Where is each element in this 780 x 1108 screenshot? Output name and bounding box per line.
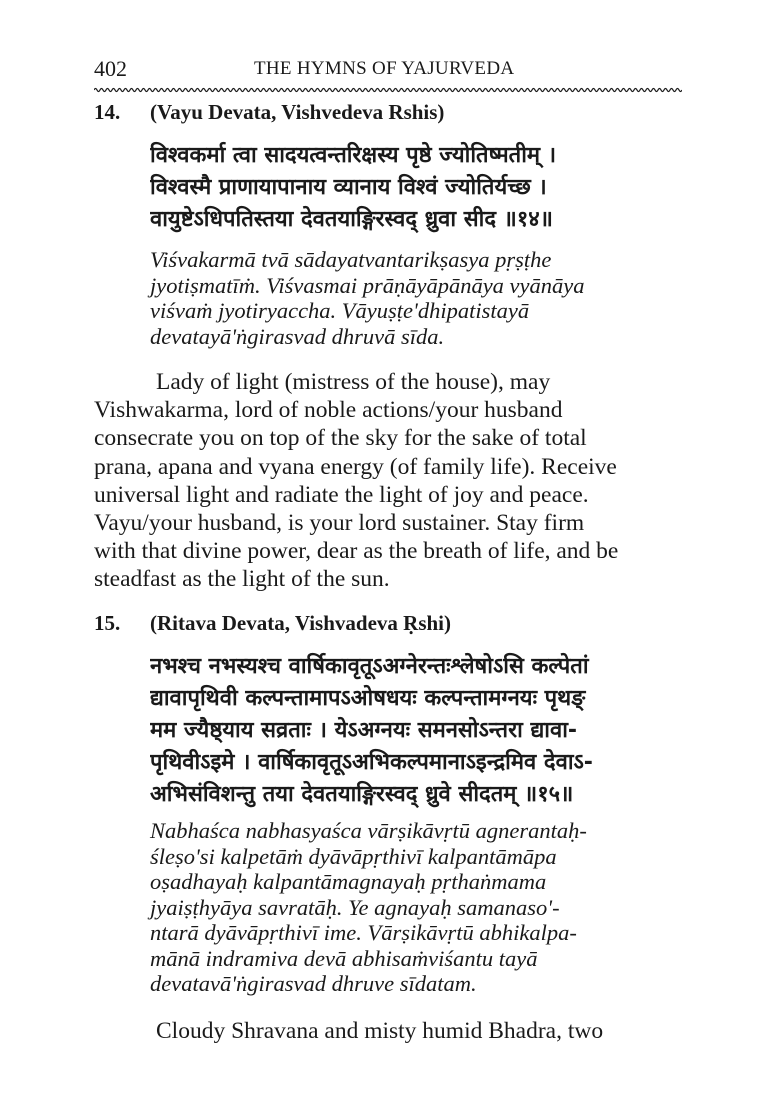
translation-line: prana, apana and vyana energy (of family life). Receive (94, 453, 617, 480)
transliteration-line: mānā indramiva devā abhisaṁviśantu tayā (150, 945, 538, 971)
transliteration-line: śleṣo'si kalpetāṁ dyāvāpṛthivī kalpantāmāpa (150, 843, 557, 869)
translation-line: consecrate you on top of the sky for the sake of total (94, 425, 587, 452)
section-14-transliteration (150, 247, 690, 349)
devanagari-line: द्यावापृथिवी कल्पन्तामापऽओषधयः कल्पन्तामग्नयः पृथङ् (150, 686, 586, 711)
section-number: 14. (94, 100, 121, 124)
section-15-heading (94, 611, 451, 636)
translation-line: steadfast as the light of the sun. (94, 566, 390, 593)
translation-line: with that divine power, dear as the breath of life, and be (94, 538, 619, 565)
page-header (94, 54, 682, 88)
header-wavy-rule (94, 86, 682, 94)
transliteration-line: ntarā dyāvāpṛthivī ime. Vārṣikāvṛtū abhikalpa- (150, 920, 577, 945)
section-14-heading (94, 100, 444, 125)
translation-line: Cloudy Shravana and misty humid Bhadra, two (156, 1018, 604, 1044)
transliteration-line: devatavā'ṅgirasvad dhruve sīdatam. (150, 971, 477, 996)
section-title: (Vayu Devata, Vishvedeva Rshis) (150, 100, 445, 124)
section-number: 15. (94, 611, 121, 635)
section-15-translation (94, 1017, 686, 1045)
section-title: (Ritava Devata, Vishvadeva Ṛshi) (150, 611, 452, 635)
devanagari-line: विश्वस्मै प्राणायापानाय व्यानाय विश्वं ज्योतिर्यच्छ । (150, 175, 547, 200)
devanagari-line: विश्वकर्मा त्वा सादयत्वन्तरिक्षस्य पृष्ठे ज्योतिष्मतीम् । (150, 143, 557, 168)
translation-line: universal light and radiate the light of joy and peace. (94, 481, 589, 508)
devanagari-line: पृथिवीऽइमे । वार्षिकावृतूऽअभिकल्पमानाऽइन्द्रमिव देवाऽ- (150, 750, 593, 775)
transliteration-line: jyaiṣṭhyāya savratāḥ. Ye agnayaḥ samanaso'- (150, 894, 560, 920)
transliteration-line: jyotiṣmatīṁ. Viśvasmai prāṇāyāpānāya vyānāya (150, 272, 585, 298)
translation-line: Vayu/your husband, is your lord sustainer. Stay firm (94, 509, 585, 536)
section-15-devanagari (150, 651, 690, 811)
transliteration-line: oṣadhayaḥ kalpantāmagnayaḥ pṛthaṅmama (150, 869, 547, 894)
translation-line: Vishwakarma, lord of noble actions/your husband (94, 397, 563, 424)
section-15-transliteration (150, 818, 690, 997)
devanagari-line: मम ज्यैष्ठ्याय सव्रताः । येऽअग्नयः समनसोऽन्तरा द्यावा- (150, 718, 578, 743)
transliteration-line: Viśvakarmā tvā sādayatvantarikṣasya pṛṣṭhe (150, 247, 552, 272)
translation-line: Lady of light (mistress of the house), may (156, 369, 551, 395)
page-number: 402 (94, 56, 127, 81)
devanagari-line: नभश्च नभस्यश्च वार्षिकावृतूऽअग्नेरन्तःश्लेषोऽसि कल्पेतां (150, 654, 589, 679)
transliteration-line: viśvaṁ jyotiryaccha. Vāyuṣṭe'dhipatistayā (150, 298, 530, 323)
devanagari-line: वायुष्टेऽधिपतिस्तया देवतयाङ्गिरस्वद् ध्रुवा सीद ॥१४॥ (150, 207, 553, 232)
section-14-translation (94, 368, 686, 594)
devanagari-line: अभिसंविशन्तु तया देवतयाङ्गिरस्वद् ध्रुवे सीदतम् ॥१५॥ (150, 782, 574, 807)
running-title: THE HYMNS OF YAJURVEDA (254, 58, 515, 79)
transliteration-line: Nabhaśca nabhasyaśca vārṣikāvṛtū agnerantaḥ- (150, 818, 587, 843)
section-14-devanagari (150, 140, 690, 236)
transliteration-line: devatayā'ṅgirasvad dhruvā sīda. (150, 323, 445, 349)
